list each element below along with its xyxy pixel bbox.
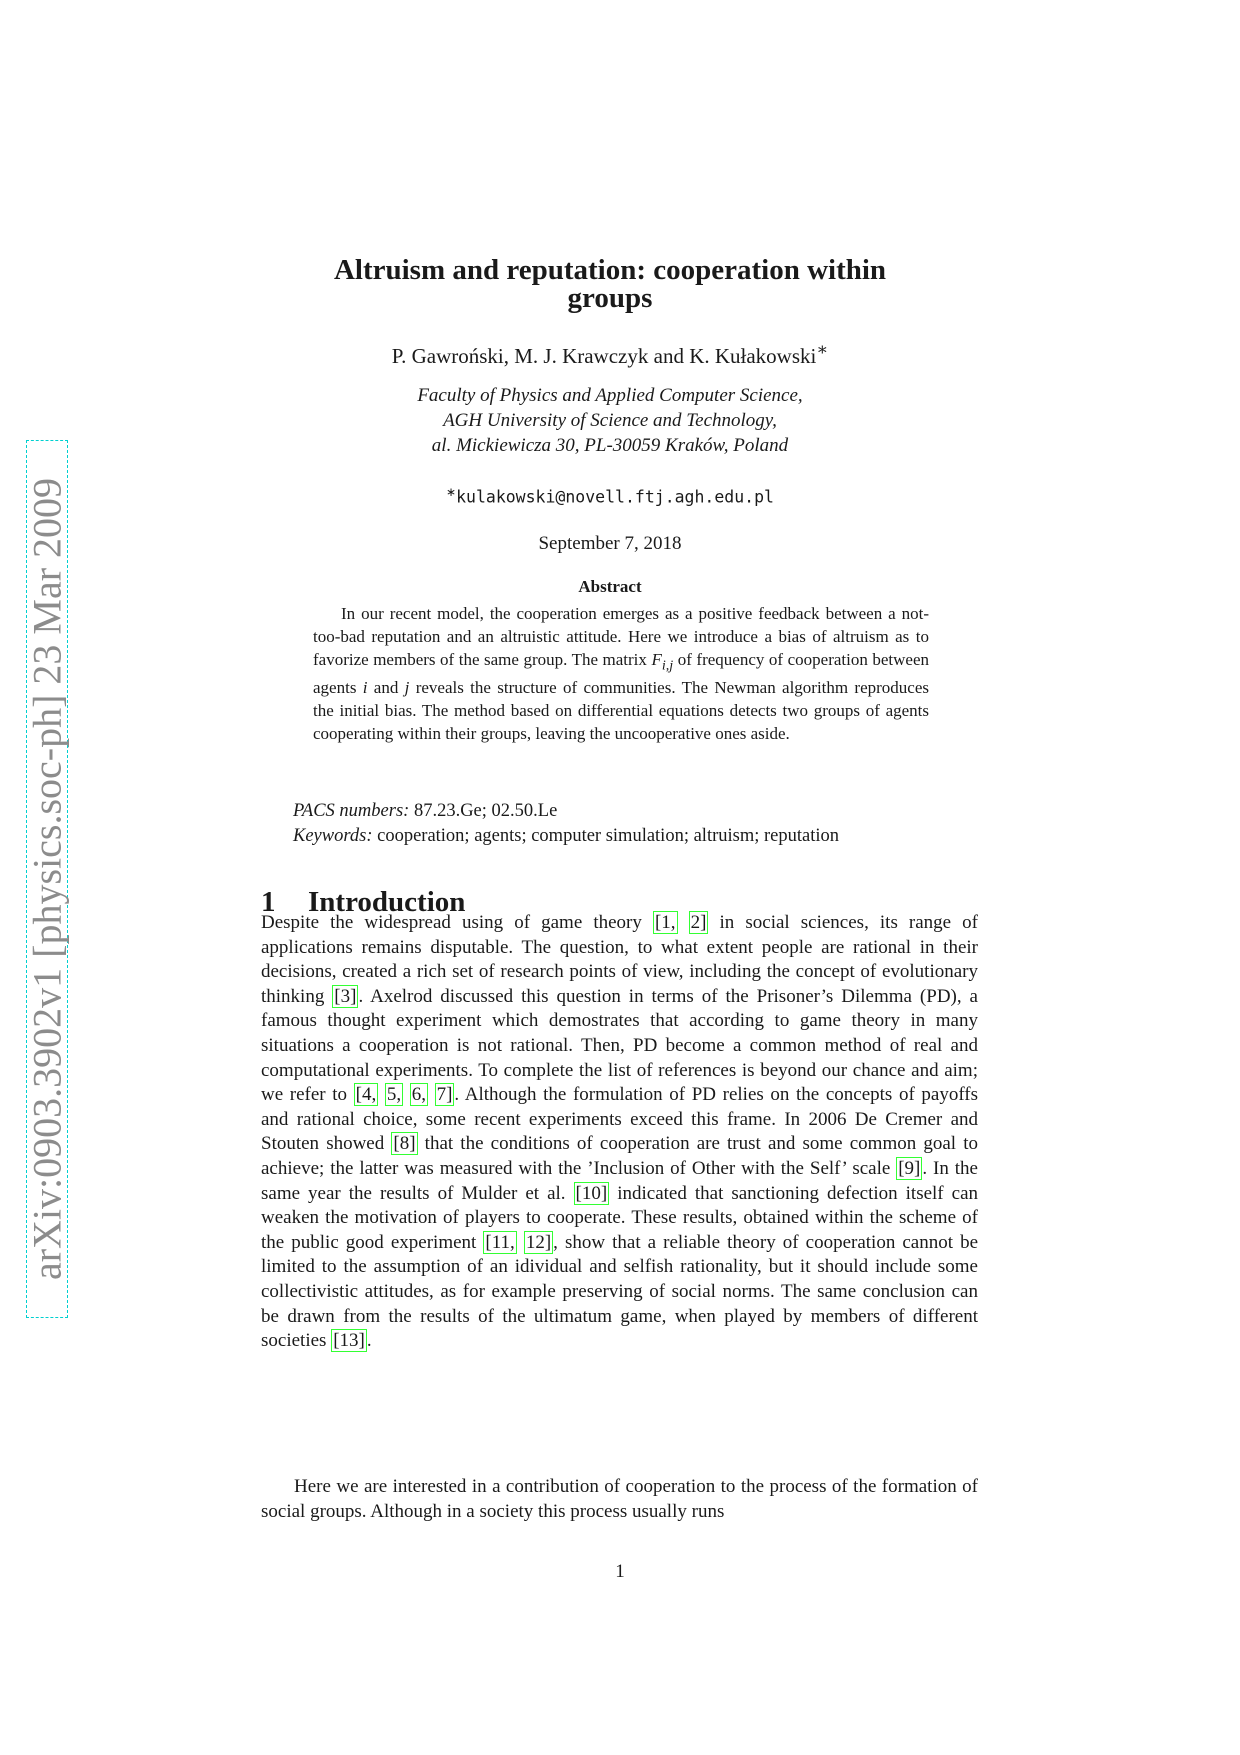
body-text: in social sciences, its range of applications remains disputable. The question, to what extent people are rational in their decisions, created a rich set of research points of view, including the concept of evolutionary thinking <box>261 912 978 1007</box>
date: September 7, 2018 <box>538 533 682 554</box>
pacs-label: PACS numbers: <box>293 801 410 821</box>
citation-link[interactable]: 7] <box>436 1084 453 1106</box>
agent-i: i <box>362 678 368 698</box>
body-text: , show that a reliable theory of cooperation cannot be limited to the assumption of an idividual and selfish rationality, but it should include some collectivistic attitudes, as for example preserving of social norms. The same conclusion can be drawn from the results of the ultimatum game, when played by members of different societies <box>261 1231 979 1352</box>
page-number: 1 <box>615 1561 625 1582</box>
citation-link[interactable]: [10] <box>575 1182 608 1204</box>
email-address[interactable]: kulakowski@novell.ftj.agh.edu.pl <box>456 487 774 507</box>
abstract-text <box>313 603 929 746</box>
authors <box>260 339 960 369</box>
abstract-part: reveals the structure of communities. The Newman algorithm reproduces the initial bias. The method based on differential equations detects two groups of agents cooperating within their groups, leaving the uncooperative ones aside. <box>313 678 930 743</box>
section-number: 1 <box>261 886 276 918</box>
body-text: . Axelrod discussed this question in terms of the Prisoner’s Dilemma (PD), a famous thought experiment which demostrates that according to game theory in many situations a cooperation is not rational. Then, PD become a common method of real and computational experiments. To complete the list of references is beyond our chance and aim; we refer to <box>261 985 978 1106</box>
abstract-heading: Abstract <box>578 577 642 596</box>
citation-link[interactable]: [13] <box>333 1330 365 1352</box>
citation-link[interactable]: 6, <box>411 1084 426 1106</box>
pacs-value: 87.23.Ge; 02.50.Le <box>409 801 558 821</box>
citation-link[interactable]: [1, <box>654 912 676 933</box>
abstract-part: In our recent model, the cooperation emerges as a positive feedback between a not-too-bad reputation and an altruistic attitude. Here we introduce a bias of altruism as to favorize members of the same group. The matrix <box>313 604 929 669</box>
email-mark: ∗ <box>446 485 457 499</box>
citation-link[interactable]: [4, <box>355 1084 377 1106</box>
keywords-line <box>293 826 993 847</box>
paper-title <box>260 256 960 312</box>
author-names: P. Gawroński, M. J. Krawczyk and K. Kułakowski <box>391 344 817 368</box>
arxiv-stamp-text: arXiv:0903.3902v1 [physics.soc-ph] 23 Mar 2009 <box>24 477 70 1281</box>
author-mark: ∗ <box>816 339 829 359</box>
intro-paragraph-2: Here we are interested in a contribution of cooperation to the process of the formation of social groups. Although in a society this process usually runs <box>261 1476 978 1522</box>
affiliation-line-3: al. Mickiewicza 30, PL-30059 Kraków, Poland <box>431 435 789 456</box>
citation-link[interactable]: [8] <box>393 1133 416 1155</box>
keywords-label: Keywords: <box>293 826 373 846</box>
abstract-part: and <box>367 678 405 698</box>
citation-link[interactable]: 12] <box>525 1231 552 1253</box>
affiliation <box>260 383 960 458</box>
keywords-value: cooperation; agents; computer simulation; altruism; reputation <box>372 826 839 846</box>
arxiv-stamp <box>14 440 80 1318</box>
title-line-2: groups <box>567 282 653 314</box>
pacs-line <box>293 801 993 822</box>
body-text: . Although the formulation of PD relies on the concepts of payoffs and rational choice, some recent experiments exceed this frame. In 2006 De Cremer and Stouten showed <box>261 1084 979 1155</box>
body-text: . In the same year the results of Mulder et al. <box>261 1157 978 1204</box>
section-title: Introduction <box>308 886 466 918</box>
matrix-symbol: F <box>651 649 662 669</box>
matrix-subscript: i,j <box>661 657 674 674</box>
citation-link[interactable]: [9] <box>898 1157 921 1179</box>
agent-j: j <box>404 678 410 698</box>
title-line-1: Altruism and reputation: cooperation within <box>333 254 887 286</box>
body-text: that the conditions of cooperation are trust and some common goal to achieve; the latter was measured with the ’Inclusion of Other with the Self’ scale <box>261 1133 978 1179</box>
citation-link[interactable]: 5, <box>386 1084 402 1106</box>
citation-link[interactable]: [11, <box>485 1231 515 1253</box>
citation-link[interactable]: [3] <box>334 985 357 1007</box>
body-text: . <box>366 1330 372 1352</box>
citation-link[interactable]: 2] <box>690 912 707 933</box>
abstract-part: of frequency of cooperation between agents <box>313 649 929 698</box>
affiliation-line-1: Faculty of Physics and Applied Computer Science, <box>417 385 803 406</box>
affiliation-line-2: AGH University of Science and Technology, <box>443 410 777 431</box>
email-line <box>260 485 960 507</box>
body-text: indicated that sanctioning defection itself can weaken the motivation of players to cooperate. These results, obtained within the scheme of the public good experiment <box>261 1182 979 1253</box>
body-text: Despite the widespread using of game theory <box>261 912 653 933</box>
intro-paragraph-1 <box>261 911 978 1354</box>
